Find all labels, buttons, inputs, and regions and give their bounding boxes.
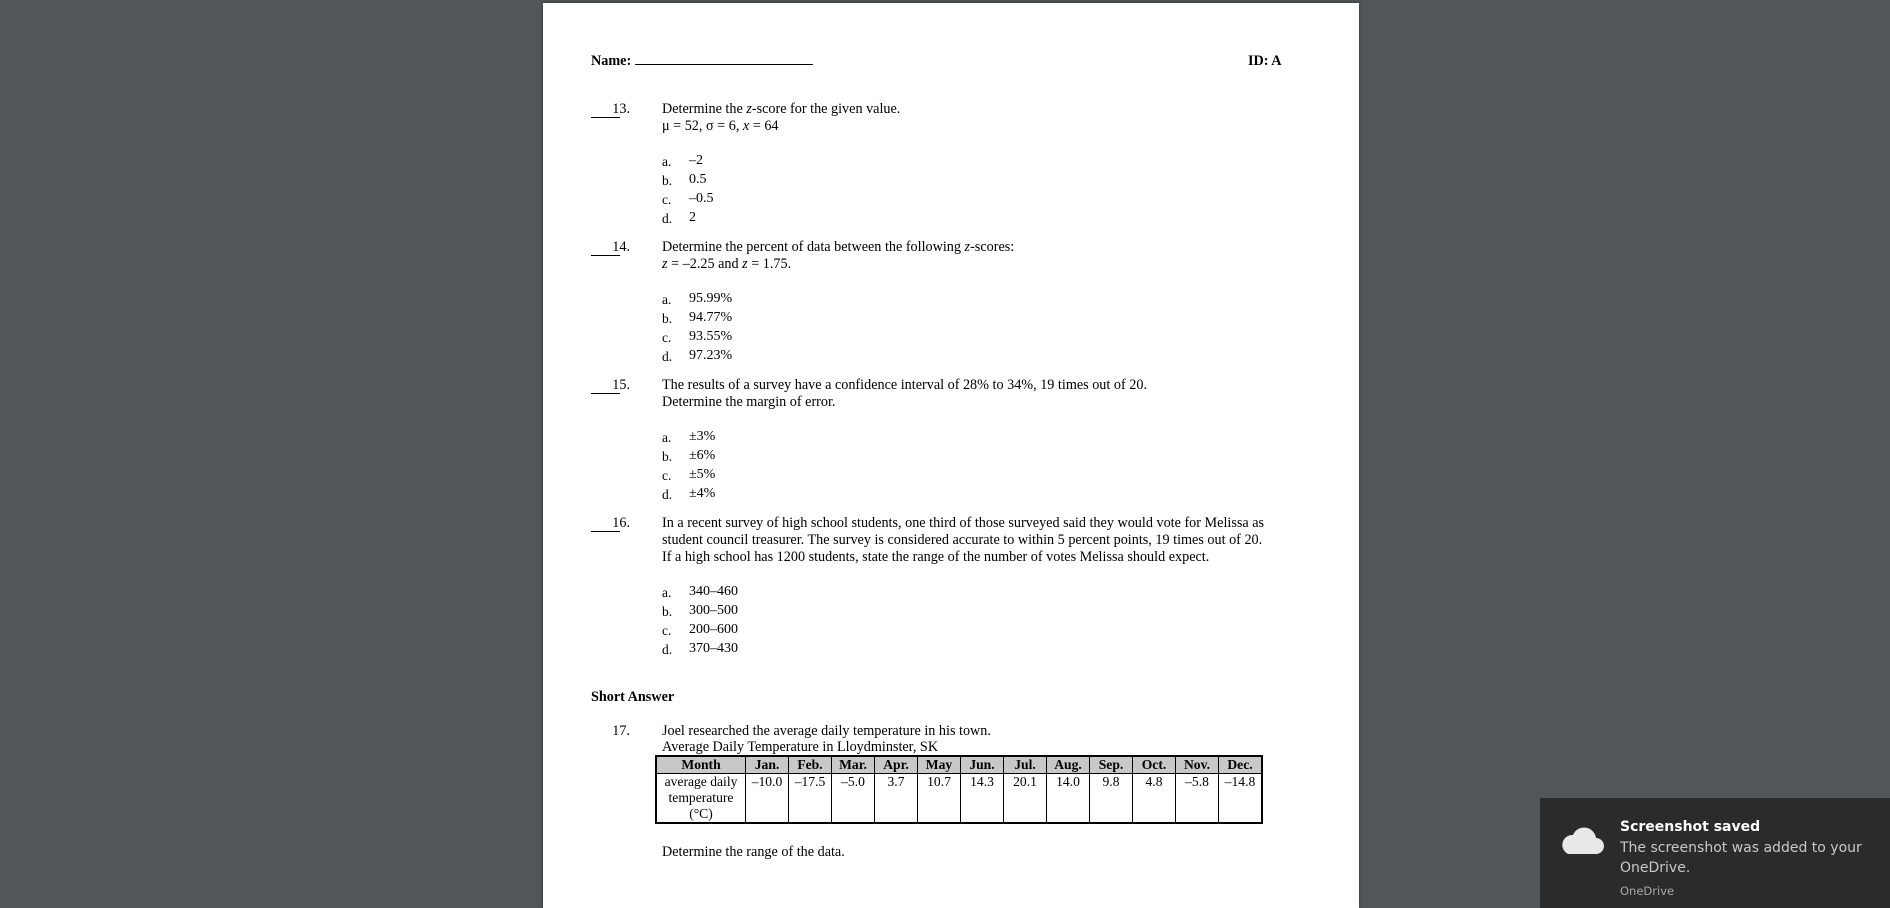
question-text: In a recent survey of high school students, one third of those surveyed said they would vote for Melissa as <box>662 515 1265 531</box>
choice-letter: c. <box>662 330 672 345</box>
section-heading: Short Answer <box>591 689 675 705</box>
table-cell: –10.0 <box>746 774 789 824</box>
choice-letter: b. <box>662 604 673 619</box>
choice-letter: d. <box>662 487 673 502</box>
choice-text: –0.5 <box>689 191 714 206</box>
choice-letter: b. <box>662 449 673 464</box>
choice-letter: a. <box>662 292 672 307</box>
choice-text: ±6% <box>689 448 716 463</box>
choice-text: 97.23% <box>689 348 733 363</box>
onedrive-toast-notification[interactable] <box>1540 798 1890 908</box>
row-label-cell <box>656 774 746 824</box>
question-given-values: z = –2.25 and z = 1.75. <box>662 256 792 272</box>
question-number: 17. <box>612 723 630 739</box>
id-label: ID: A <box>1248 53 1282 69</box>
document-page <box>543 3 1359 908</box>
question-number: 14. <box>612 239 630 255</box>
choice-letter: a. <box>662 430 672 445</box>
choice-text: ±3% <box>689 429 716 444</box>
table-cell: 3.7 <box>875 774 918 824</box>
table-cell: –5.0 <box>832 774 875 824</box>
table-header-cell: Oct. <box>1133 756 1176 774</box>
table-title: Average Daily Temperature in Lloydminster, SK <box>662 739 939 755</box>
choice-letter: c. <box>662 192 672 207</box>
question-number: 15. <box>612 377 630 393</box>
name-blank-line <box>635 64 813 65</box>
question-text: Determine the margin of error. <box>662 394 836 410</box>
question-text: Joel researched the average daily temperature in his town. <box>662 723 991 739</box>
toast-source: OneDrive <box>1620 884 1675 898</box>
question-number: 16. <box>612 515 630 531</box>
table-header-cell: Month <box>656 756 746 774</box>
table-row <box>656 774 1262 824</box>
table-header-cell: Jul. <box>1004 756 1047 774</box>
choice-letter: c. <box>662 468 672 483</box>
row-label-line: temperature <box>668 790 734 805</box>
choice-text: 2 <box>689 210 696 225</box>
choice-text: –2 <box>689 153 703 168</box>
table-cell: –17.5 <box>789 774 832 824</box>
question-text: student council treasurer. The survey is considered accurate to within 5 percent points, 19 times out of 20. <box>662 532 1263 548</box>
choice-letter: b. <box>662 311 673 326</box>
table-header-cell: Aug. <box>1047 756 1090 774</box>
choice-text: 300–500 <box>689 603 738 618</box>
table-cell: 20.1 <box>1004 774 1047 824</box>
choice-text: 93.55% <box>689 329 733 344</box>
temperature-table <box>655 755 1263 824</box>
table-cell: 4.8 <box>1133 774 1176 824</box>
choice-text: 370–430 <box>689 641 738 656</box>
table-header-cell: Sep. <box>1090 756 1133 774</box>
table-header-cell: Apr. <box>875 756 918 774</box>
choice-text: ±4% <box>689 486 716 501</box>
question-number: 13. <box>612 101 630 117</box>
choice-letter: d. <box>662 211 673 226</box>
question-text: The results of a survey have a confidence interval of 28% to 34%, 19 times out of 20. <box>662 377 1147 393</box>
choice-letter: b. <box>662 173 673 188</box>
question-text: Determine the z-score for the given value. <box>662 101 901 117</box>
question-text: Determine the percent of data between the following z-scores: <box>662 239 1015 255</box>
choice-letter: d. <box>662 349 673 364</box>
table-header-cell: Mar. <box>832 756 875 774</box>
row-label-line: (°C) <box>689 806 713 821</box>
choice-text: ±5% <box>689 467 716 482</box>
choice-letter: a. <box>662 585 672 600</box>
table-cell: 10.7 <box>918 774 961 824</box>
choice-text: 0.5 <box>689 172 707 187</box>
cloud-icon <box>1556 826 1604 856</box>
choice-text: 200–600 <box>689 622 738 637</box>
table-header-cell: Feb. <box>789 756 832 774</box>
question-text: If a high school has 1200 students, state the range of the number of votes Melissa should expect. <box>662 549 1210 565</box>
choice-letter: c. <box>662 623 672 638</box>
table-header-cell: Nov. <box>1176 756 1219 774</box>
choice-text: 94.77% <box>689 310 733 325</box>
table-cell: 9.8 <box>1090 774 1133 824</box>
row-label-line: average daily <box>664 774 738 789</box>
choice-letter: a. <box>662 154 672 169</box>
choice-text: 340–460 <box>689 584 738 599</box>
toast-body: The screenshot was added to your OneDrive. <box>1620 840 1862 876</box>
table-header-cell: May <box>918 756 961 774</box>
table-header-cell: Dec. <box>1219 756 1263 774</box>
choice-letter: d. <box>662 642 673 657</box>
table-header-row <box>656 756 1262 774</box>
table-cell: 14.3 <box>961 774 1004 824</box>
toast-title: Screenshot saved <box>1620 819 1761 835</box>
question-prompt: Determine the range of the data. <box>662 844 845 860</box>
table-header-cell: Jan. <box>746 756 789 774</box>
question-given-values: μ = 52, σ = 6, x = 64 <box>662 118 779 134</box>
choice-text: 95.99% <box>689 291 733 306</box>
table-header-cell: Jun. <box>961 756 1004 774</box>
table-cell: –14.8 <box>1219 774 1263 824</box>
table-cell: 14.0 <box>1047 774 1090 824</box>
name-label: Name: <box>591 53 632 69</box>
table-cell: –5.8 <box>1176 774 1219 824</box>
